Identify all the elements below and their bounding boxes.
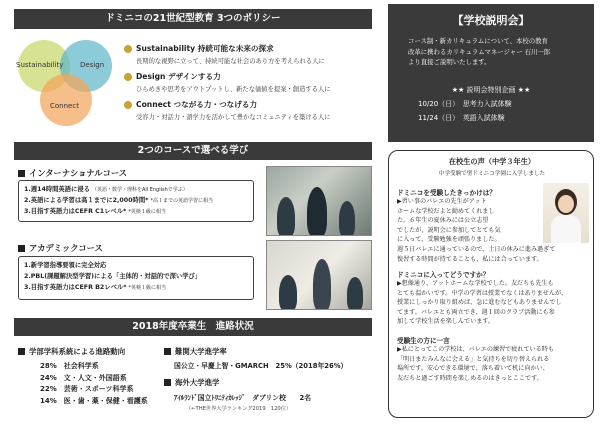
- venn-circle-connect: [40, 74, 92, 126]
- classroom-photo-1: [266, 166, 372, 236]
- special-event-title: ★★ 説明会特別企画 ★★: [451, 86, 531, 94]
- briefing-intro: コース制・新カリキュラムについて、本校の教育 改革に携わるカリキュラムマネージャー 石川一郎 より直接ご説明いたします。: [408, 37, 551, 66]
- overseas-univ-title: 海外大学進学: [164, 377, 219, 388]
- venn-label-sustainability: Sustainability: [16, 61, 64, 69]
- briefing-panel: [388, 4, 594, 142]
- policy-desc: 長期的な視野に立って、持続可能な社会のあり方を考えられる人に: [136, 58, 325, 65]
- courses-header: 2つのコースで選べる学び: [14, 142, 372, 160]
- bullet-icon: [124, 45, 132, 53]
- faculty-row: 14% 医・歯・薬・保健・看護系: [40, 396, 148, 405]
- student-voice-title: 在校生の声（中学３年生）: [448, 157, 536, 166]
- faculty-row: 22% 芸術・スポーツ科学系: [40, 385, 134, 393]
- briefing-header: 【学校説明会】: [452, 14, 530, 27]
- policy-title: Design デザインする力: [136, 72, 221, 81]
- qa-block: ドミニコに入ってどうですか？ ▶想像通り、アットホームな学校でした。友だちも先生も とても温かいです。中学の学習は授業でなくはありませんが、 授業にしっかり取り組めば、急に進むなどもありませんでし てます。バレエとも両立でき、週１回のクラブ活動にも参 加して学校生活を楽しんでいます。: [397, 271, 568, 326]
- faculty-row: 24% 文・人文・外国語系: [40, 373, 127, 382]
- course-line: 1.新学習指導要領に完全対応: [24, 262, 107, 269]
- policy-item-connect: [124, 99, 331, 121]
- faculty-trend-title: 学部学科系統による進路動向: [18, 346, 125, 357]
- policy-title: Sustainability 持続可能な未来の探求: [136, 44, 274, 53]
- event-row: 10/20（日） 思考力入試体験: [418, 100, 512, 108]
- international-course-box: [18, 180, 254, 222]
- course-line: 3.目指す英語力はCEFR B2レベル* *英検１級に相当: [24, 284, 167, 291]
- classroom-photo-2: [266, 240, 372, 310]
- square-bullet-icon: [18, 170, 25, 177]
- square-bullet-icon: [164, 379, 171, 386]
- course-line: 1.週14時間英語に浸る （英語・数学・理科をAll Englishで学ぶ）: [24, 186, 188, 193]
- faculty-row: 28% 社会科学系: [40, 362, 99, 370]
- qa-question: ドミニコに入ってどうですか？: [397, 271, 490, 279]
- policy-header: ドミニコの21世紀型教育 3つのポリシー: [14, 9, 372, 29]
- overseas-univ-note: （←THE世界大学ランキング2019 120位）: [186, 406, 292, 412]
- international-course-title: インターナショナルコース: [18, 167, 127, 179]
- graduates-header: 2018年度卒業生 進路状況: [14, 318, 372, 336]
- square-bullet-icon: [18, 348, 25, 355]
- qa-block: 受験生の方に一言 ▶私にとってこの学校は、バレエの練習で疲れている時も 「明日またみんなに会える」と気持ちを切り替えられる 場所です。安心できる環境で、落ち着いて机に向かい、 友だちと過ごす時間を楽しめるのはきっとここです。: [397, 337, 554, 382]
- overseas-univ-text: ｱｲﾙﾗﾝﾄﾞ国立ﾄﾘﾆﾃｨｶﾚｯｼﾞ ダブリン校 2名: [174, 394, 311, 402]
- difficult-univ-text: 国公立・早慶上智・GMARCH 25%（2018年26%）: [174, 362, 348, 370]
- policy-desc: ひらめきや思考をアウトプットし、新たな価値を提案・創造する人に: [136, 86, 331, 93]
- qa-question: ドミニコを受験したきっかけは？: [397, 189, 496, 197]
- bullet-icon: [124, 73, 132, 81]
- course-line: 2.英語による学習は高１までに2,000時間* *高１までの英語学習に相当: [24, 197, 213, 204]
- event-row: 11/24（日） 英語入試体験: [418, 114, 505, 122]
- course-line: 3.目指す英語力はCEFR C1レベル* *英検１級に相当: [24, 208, 166, 215]
- faculty-trend-list: [40, 361, 148, 407]
- policy-venn: [14, 36, 124, 128]
- policy-item-sustainability: [124, 43, 325, 65]
- square-bullet-icon: [18, 245, 25, 252]
- difficult-univ-title: 難関大学進学率: [164, 346, 227, 357]
- venn-label-connect: Connect: [50, 102, 79, 110]
- policy-title: Connect つながる力・つなげる力: [136, 100, 258, 109]
- academic-course-title: アカデミックコース: [18, 242, 103, 254]
- academic-course-box: [18, 256, 254, 300]
- policy-item-design: [124, 71, 331, 93]
- venn-label-design: Design: [80, 61, 105, 69]
- student-voice-subtitle: 中学受験で聖ドミニコ学園に入学しました: [438, 171, 546, 177]
- policy-desc: 受容力・対話力・語学力を活かして豊かなコミュニティを築ける人に: [136, 114, 331, 121]
- qa-question: 受験生の方に一言: [397, 337, 450, 345]
- bullet-icon: [124, 101, 132, 109]
- course-line: 2.PBL(課題解決型学習)による「主体的・対話的で深い学び」: [24, 273, 202, 280]
- square-bullet-icon: [164, 348, 171, 355]
- qa-block: ドミニコを受験したきっかけは？ ▶習い事のバレエの先生がアット ホームな学校だよと勧めてくれまし た。６年生の夏休みには公立志望 でしたが、説明会に参加してとても気 に入って、受験勉強を頑張りました。 週５日バレエに通っているので、土日の休みに進み過ぎて 復習する時間が持てることも、私には合っています。: [397, 189, 556, 263]
- student-voice-panel: [388, 150, 594, 418]
